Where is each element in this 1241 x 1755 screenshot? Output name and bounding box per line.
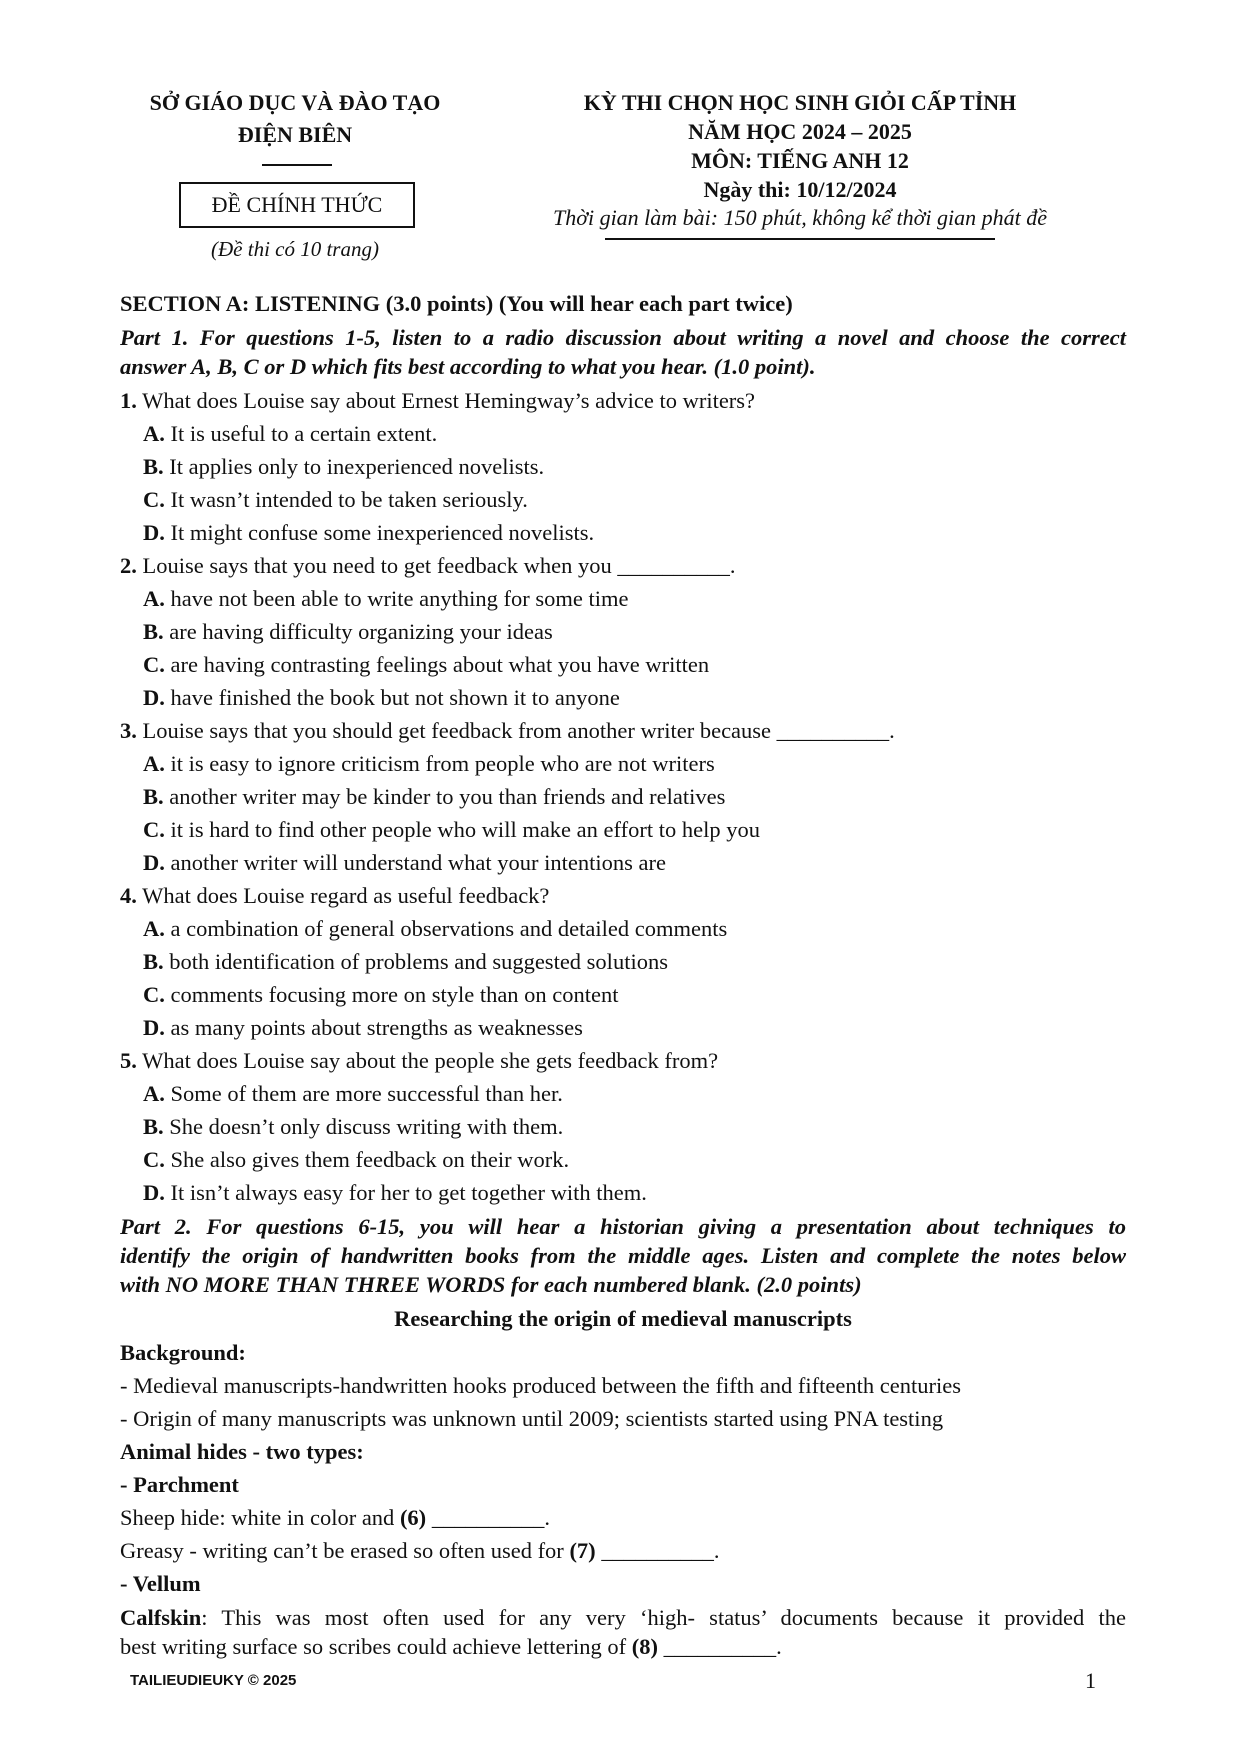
question-text: What does Louise say about the people she gets feedback from? <box>136 1048 719 1073</box>
option-letter: A. <box>143 751 165 776</box>
option-text: it is easy to ignore criticism from people who are not writers <box>164 751 715 776</box>
part2-instruction-line1: Part 2. For questions 6-15, you will hear a historian giving a presentation about techniques to <box>120 1214 1126 1239</box>
question-4-option-b <box>143 947 1126 977</box>
question-4-option-a <box>143 914 1126 944</box>
footer-brand: TAILIEUDIEUKY © 2025 <box>130 1672 297 1689</box>
vellum-heading: - Vellum <box>120 1571 201 1596</box>
exam-title: KỲ THI CHỌN HỌC SINH GIỎI CẤP TỈNH <box>583 90 1017 115</box>
answer-blank-8[interactable]: __________. <box>657 1634 782 1659</box>
note-text: best writing surface so scribes could achieve lettering of <box>120 1634 632 1659</box>
parchment-note-7 <box>120 1536 1126 1566</box>
option-text: She doesn’t only discuss writing with them. <box>163 1114 564 1139</box>
option-text: have finished the book but not shown it to anyone <box>164 685 620 710</box>
option-text: It might confuse some inexperienced novelists. <box>164 520 595 545</box>
part2-instruction-line2: identify the origin of handwritten books from the middle ages. Listen and complete the notes below <box>120 1243 1126 1268</box>
option-letter: B. <box>143 619 164 644</box>
option-text: She also gives them feedback on their work. <box>164 1147 570 1172</box>
blank-number-6: (6) <box>399 1505 427 1530</box>
question-4 <box>120 881 1126 911</box>
option-letter: D. <box>143 1180 165 1205</box>
option-text: It is useful to a certain extent. <box>164 421 438 446</box>
question-3-option-b <box>143 782 1126 812</box>
question-5 <box>120 1046 1126 1076</box>
part1-instruction-line2: answer A, B, C or D which fits best according to what you hear. (1.0 point). <box>120 354 816 379</box>
note-text: Sheep hide: white in color and <box>120 1505 400 1530</box>
option-text: Some of them are more successful than her. <box>164 1081 563 1106</box>
question-5-option-d <box>143 1178 1126 1208</box>
option-letter: A. <box>143 421 165 446</box>
exam-duration: Thời gian làm bài: 150 phút, không kể thời gian phát đề <box>552 205 1047 230</box>
option-text: are having difficulty organizing your ideas <box>163 619 553 644</box>
school-year: NĂM HỌC 2024 – 2025 <box>688 119 912 144</box>
note-text: Greasy - writing can’t be erased so often used for <box>120 1538 570 1563</box>
question-2-option-b <box>143 617 1126 647</box>
parchment-note-6 <box>120 1503 1126 1533</box>
option-text: as many points about strengths as weaknesses <box>164 1015 583 1040</box>
question-5-option-c <box>143 1145 1126 1175</box>
question-1-option-b <box>143 452 1126 482</box>
question-2-option-d <box>143 683 1126 713</box>
option-text: it is hard to find other people who will make an effort to help you <box>164 817 760 842</box>
question-4-option-c <box>143 980 1126 1010</box>
option-letter: C. <box>143 652 165 677</box>
question-number: 4. <box>120 883 137 908</box>
option-text: a combination of general observations and detailed comments <box>164 916 728 941</box>
option-letter: A. <box>143 916 165 941</box>
animal-hides-heading: Animal hides - two types: <box>120 1439 364 1464</box>
option-letter: B. <box>143 949 164 974</box>
question-3-option-c <box>143 815 1126 845</box>
question-number: 2. <box>120 553 137 578</box>
question-2-option-c <box>143 650 1126 680</box>
option-letter: D. <box>143 1015 165 1040</box>
option-letter: C. <box>143 817 165 842</box>
right-header-rule <box>605 238 995 240</box>
question-1-option-a <box>143 419 1126 449</box>
note-text: : This was most often used for any very ‘high- status’ documents because it provided the <box>201 1605 1126 1630</box>
blank-number-8: (8) <box>631 1634 658 1659</box>
question-number: 5. <box>120 1048 137 1073</box>
official-exam-label: ĐỀ CHÍNH THỨC <box>211 192 383 217</box>
question-4-option-d <box>143 1013 1126 1043</box>
question-text: What does Louise say about Ernest Hemingway’s advice to writers? <box>136 388 756 413</box>
calfskin-note-line2 <box>120 1632 1126 1662</box>
option-text: comments focusing more on style than on content <box>164 982 619 1007</box>
calfskin-label: Calfskin <box>120 1605 202 1630</box>
part2-instruction-line3: with NO MORE THAN THREE WORDS for each numbered blank. (2.0 points) <box>120 1272 862 1297</box>
option-letter: C. <box>143 982 165 1007</box>
question-5-option-a <box>143 1079 1126 1109</box>
option-text: are having contrasting feelings about what you have written <box>164 652 710 677</box>
question-1-option-d <box>143 518 1126 548</box>
question-number: 1. <box>120 388 137 413</box>
option-letter: B. <box>143 784 164 809</box>
option-letter: A. <box>143 586 165 611</box>
parchment-heading: - Parchment <box>120 1472 239 1497</box>
page-number: 1 <box>1085 1668 1096 1693</box>
option-letter: C. <box>143 1147 165 1172</box>
question-3 <box>120 716 1126 746</box>
subject: MÔN: TIẾNG ANH 12 <box>691 148 909 173</box>
exam-date: Ngày thi: 10/12/2024 <box>703 177 897 202</box>
background-note-2: - Origin of many manuscripts was unknown until 2009; scientists started using PNA testing <box>120 1406 944 1431</box>
option-text: It isn’t always easy for her to get together with them. <box>164 1180 647 1205</box>
option-letter: C. <box>143 487 165 512</box>
option-letter: B. <box>143 1114 164 1139</box>
option-text: have not been able to write anything for some time <box>164 586 629 611</box>
option-letter: A. <box>143 1081 165 1106</box>
official-exam-badge <box>179 182 415 228</box>
question-3-option-a <box>143 749 1126 779</box>
question-5-option-b <box>143 1112 1126 1142</box>
question-1 <box>120 386 1126 416</box>
background-heading: Background: <box>120 1340 246 1365</box>
option-letter: D. <box>143 520 165 545</box>
calfskin-note-line1 <box>120 1603 1126 1633</box>
section-a-title: SECTION A: LISTENING (3.0 points) (You will hear each part twice) <box>120 291 793 316</box>
left-header-rule <box>262 164 332 166</box>
option-letter: B. <box>143 454 164 479</box>
answer-blank-7[interactable]: __________. <box>595 1538 720 1563</box>
option-text: It wasn’t intended to be taken seriously. <box>164 487 528 512</box>
option-text: It applies only to inexperienced novelists. <box>163 454 545 479</box>
question-2-option-a <box>143 584 1126 614</box>
notes-title: Researching the origin of medieval manuscripts <box>394 1306 852 1331</box>
option-text: another writer will understand what your intentions are <box>164 850 666 875</box>
option-text: both identification of problems and suggested solutions <box>163 949 668 974</box>
option-letter: D. <box>143 850 165 875</box>
question-text: Louise says that you should get feedback from another writer because __________. <box>136 718 895 743</box>
part1-instruction-line1: Part 1. For questions 1-5, listen to a radio discussion about writing a novel and choose the correct <box>120 325 1126 350</box>
province-name: ĐIỆN BIÊN <box>237 122 353 147</box>
question-text: What does Louise regard as useful feedback? <box>136 883 550 908</box>
blank-number-7: (7) <box>569 1538 596 1563</box>
option-letter: D. <box>143 685 165 710</box>
question-2 <box>120 551 1126 581</box>
question-1-option-c <box>143 485 1126 515</box>
background-note-1: - Medieval manuscripts-handwritten hooks produced between the fifth and fifteenth centuries <box>120 1373 961 1398</box>
question-number: 3. <box>120 718 137 743</box>
option-text: another writer may be kinder to you than friends and relatives <box>163 784 726 809</box>
answer-blank-6[interactable]: __________. <box>426 1505 550 1530</box>
question-text: Louise says that you need to get feedback when you __________. <box>136 553 736 578</box>
department-name: SỞ GIÁO DỤC VÀ ĐÀO TẠO <box>149 90 441 115</box>
page-count-note: (Đề thi có 10 trang) <box>211 237 379 261</box>
question-3-option-d <box>143 848 1126 878</box>
